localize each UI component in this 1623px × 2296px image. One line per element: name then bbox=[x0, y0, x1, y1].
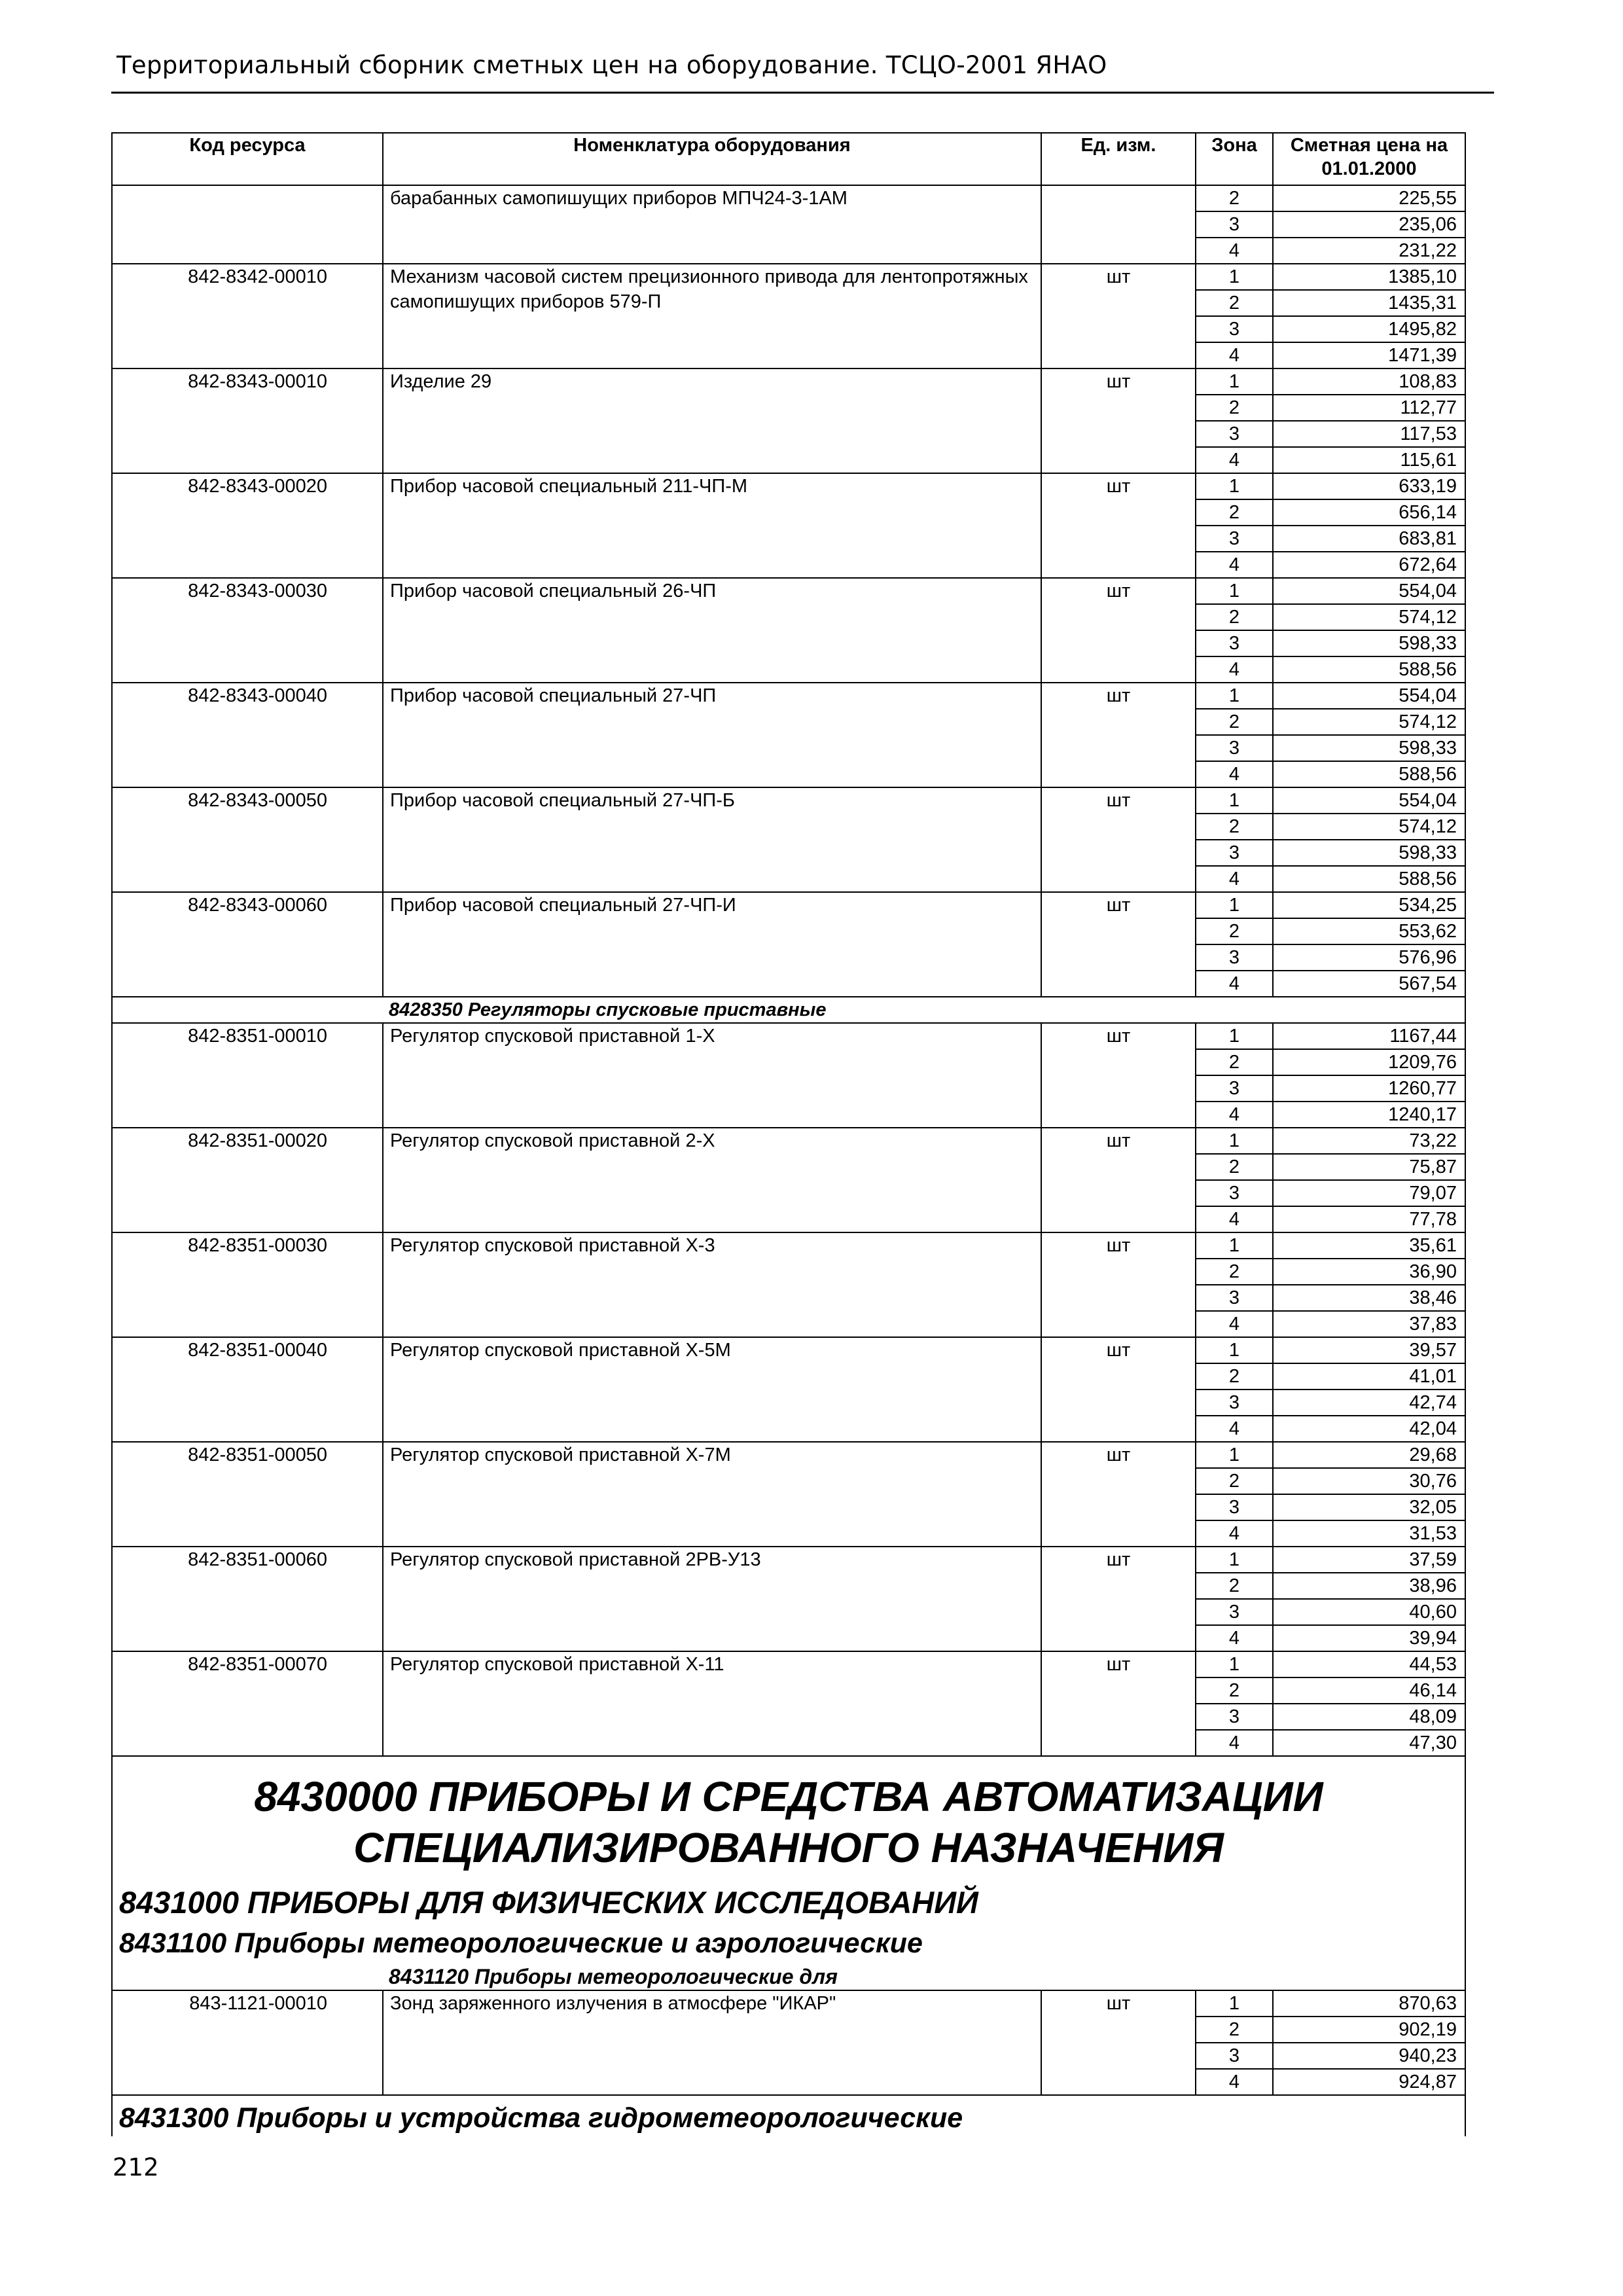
table-row bbox=[112, 368, 1465, 395]
price-cell: 48,09 bbox=[1273, 1704, 1465, 1730]
price-cell: 672,64 bbox=[1273, 552, 1465, 578]
header-rule bbox=[111, 92, 1494, 94]
resource-code: 842-8351-00070 bbox=[112, 1651, 383, 1756]
price-cell: 554,04 bbox=[1273, 578, 1465, 604]
zone-cell: 1 bbox=[1196, 683, 1273, 709]
zone-cell: 1 bbox=[1196, 1990, 1273, 2017]
price-cell: 683,81 bbox=[1273, 526, 1465, 552]
resource-code: 842-8351-00020 bbox=[112, 1128, 383, 1232]
price-cell: 574,12 bbox=[1273, 814, 1465, 840]
zone-cell: 1 bbox=[1196, 1651, 1273, 1677]
price-cell: 39,94 bbox=[1273, 1625, 1465, 1651]
section-title-line2: СПЕЦИАЛИЗИРОВАННОГО НАЗНАЧЕНИЯ bbox=[353, 1824, 1224, 1871]
resource-code: 842-8343-00050 bbox=[112, 787, 383, 892]
price-cell: 38,96 bbox=[1273, 1573, 1465, 1599]
price-cell: 598,33 bbox=[1273, 630, 1465, 656]
equipment-name: Изделие 29 bbox=[383, 368, 1041, 473]
zone-cell: 4 bbox=[1196, 866, 1273, 892]
price-cell: 37,59 bbox=[1273, 1547, 1465, 1573]
zone-cell: 2 bbox=[1196, 395, 1273, 421]
zone-cell: 2 bbox=[1196, 290, 1273, 316]
zone-cell: 2 bbox=[1196, 1154, 1273, 1180]
price-cell: 940,23 bbox=[1273, 2043, 1465, 2069]
zone-cell: 2 bbox=[1196, 1573, 1273, 1599]
unit-of-measure: шт bbox=[1041, 368, 1196, 473]
zone-cell: 1 bbox=[1196, 264, 1273, 290]
zone-cell: 1 bbox=[1196, 787, 1273, 814]
equipment-name: Механизм часовой систем прецизионного привода для лентопротяжных самопишущих приборов 579-П bbox=[383, 264, 1041, 368]
table-row bbox=[112, 787, 1465, 814]
table-row bbox=[112, 1232, 1465, 1259]
resource-code: 842-8343-00030 bbox=[112, 578, 383, 683]
unit-of-measure: шт bbox=[1041, 264, 1196, 368]
price-cell: 79,07 bbox=[1273, 1180, 1465, 1206]
unit-of-measure: шт bbox=[1041, 1337, 1196, 1442]
zone-cell: 4 bbox=[1196, 447, 1273, 473]
table-row bbox=[112, 473, 1465, 499]
zone-cell: 3 bbox=[1196, 1285, 1273, 1311]
price-cell: 1260,77 bbox=[1273, 1075, 1465, 1102]
zone-cell: 3 bbox=[1196, 1704, 1273, 1730]
price-cell: 73,22 bbox=[1273, 1128, 1465, 1154]
zone-cell: 1 bbox=[1196, 1442, 1273, 1468]
price-cell: 29,68 bbox=[1273, 1442, 1465, 1468]
price-cell: 588,56 bbox=[1273, 866, 1465, 892]
zone-cell: 4 bbox=[1196, 342, 1273, 368]
price-cell: 598,33 bbox=[1273, 840, 1465, 866]
price-cell: 31,53 bbox=[1273, 1520, 1465, 1547]
zone-cell: 2 bbox=[1196, 1259, 1273, 1285]
section-title-line1: 8430000 ПРИБОРЫ И СРЕДСТВА АВТОМАТИЗАЦИИ bbox=[254, 1773, 1323, 1820]
zone-cell: 3 bbox=[1196, 211, 1273, 238]
zone-cell: 2 bbox=[1196, 814, 1273, 840]
table-row bbox=[112, 185, 1465, 211]
price-cell: 554,04 bbox=[1273, 683, 1465, 709]
zone-cell: 3 bbox=[1196, 735, 1273, 761]
section-heading-h2: 8431000 ПРИБОРЫ ДЛЯ ФИЗИЧЕСКИХ ИССЛЕДОВАНИЙ bbox=[119, 1885, 978, 1920]
zone-cell: 2 bbox=[1196, 1468, 1273, 1494]
equipment-name: Прибор часовой специальный 27-ЧП-Б bbox=[383, 787, 1041, 892]
equipment-name: Регулятор спусковой приставной Х-7М bbox=[383, 1442, 1041, 1547]
table-row bbox=[112, 1442, 1465, 1468]
resource-code: 842-8351-00060 bbox=[112, 1547, 383, 1651]
price-cell: 40,60 bbox=[1273, 1599, 1465, 1625]
table-row bbox=[112, 264, 1465, 290]
table-row bbox=[112, 1547, 1465, 1573]
zone-cell: 2 bbox=[1196, 1363, 1273, 1390]
subheading-regulators: 8428350 Регуляторы спусковые приставные bbox=[112, 997, 1465, 1023]
unit-of-measure: шт bbox=[1041, 1023, 1196, 1128]
price-cell: 554,04 bbox=[1273, 787, 1465, 814]
unit-of-measure: шт bbox=[1041, 1547, 1196, 1651]
section-heading-block bbox=[112, 1756, 1465, 1990]
table-group-1 bbox=[112, 185, 1465, 997]
unit-of-measure: шт bbox=[1041, 787, 1196, 892]
price-cell: 870,63 bbox=[1273, 1990, 1465, 2017]
zone-cell: 1 bbox=[1196, 578, 1273, 604]
zone-cell: 3 bbox=[1196, 1390, 1273, 1416]
zone-cell: 4 bbox=[1196, 1625, 1273, 1651]
zone-cell: 3 bbox=[1196, 316, 1273, 342]
table-row bbox=[112, 1651, 1465, 1677]
unit-of-measure: шт bbox=[1041, 473, 1196, 578]
price-cell: 36,90 bbox=[1273, 1259, 1465, 1285]
resource-code: 842-8343-00010 bbox=[112, 368, 383, 473]
price-cell: 30,76 bbox=[1273, 1468, 1465, 1494]
table-group-3 bbox=[112, 1990, 1465, 2095]
zone-cell: 4 bbox=[1196, 1730, 1273, 1756]
zone-cell: 4 bbox=[1196, 1520, 1273, 1547]
zone-cell: 4 bbox=[1196, 1206, 1273, 1232]
zone-cell: 2 bbox=[1196, 918, 1273, 944]
table-row bbox=[112, 1337, 1465, 1363]
price-cell: 225,55 bbox=[1273, 185, 1465, 211]
resource-code: 842-8343-00060 bbox=[112, 892, 383, 997]
zone-cell: 4 bbox=[1196, 2069, 1273, 2095]
price-cell: 112,77 bbox=[1273, 395, 1465, 421]
price-cell: 1240,17 bbox=[1273, 1102, 1465, 1128]
zone-cell: 4 bbox=[1196, 238, 1273, 264]
zone-cell: 3 bbox=[1196, 1180, 1273, 1206]
resource-code: 842-8342-00010 bbox=[112, 264, 383, 368]
zone-cell: 4 bbox=[1196, 1311, 1273, 1337]
unit-of-measure: шт bbox=[1041, 578, 1196, 683]
equipment-name: Прибор часовой специальный 211-ЧП-М bbox=[383, 473, 1041, 578]
price-cell: 1209,76 bbox=[1273, 1049, 1465, 1075]
price-table bbox=[111, 132, 1466, 2136]
zone-cell: 3 bbox=[1196, 630, 1273, 656]
unit-of-measure: шт bbox=[1041, 1651, 1196, 1756]
table-group-2 bbox=[112, 1023, 1465, 1756]
price-cell: 588,56 bbox=[1273, 761, 1465, 787]
price-cell: 656,14 bbox=[1273, 499, 1465, 526]
equipment-name: Прибор часовой специальный 27-ЧП-И bbox=[383, 892, 1041, 997]
equipment-name: Зонд заряженного излучения в атмосфере "ИКАР" bbox=[383, 1990, 1041, 2095]
zone-cell: 1 bbox=[1196, 368, 1273, 395]
zone-cell: 2 bbox=[1196, 499, 1273, 526]
zone-cell: 3 bbox=[1196, 526, 1273, 552]
zone-cell: 3 bbox=[1196, 2043, 1273, 2069]
price-cell: 1385,10 bbox=[1273, 264, 1465, 290]
equipment-name: Регулятор спусковой приставной Х-11 bbox=[383, 1651, 1041, 1756]
price-cell: 77,78 bbox=[1273, 1206, 1465, 1232]
page-number: 212 bbox=[113, 2153, 159, 2181]
zone-cell: 1 bbox=[1196, 1232, 1273, 1259]
col-header-zone: Зона bbox=[1196, 133, 1273, 185]
resource-code: 842-8351-00040 bbox=[112, 1337, 383, 1442]
zone-cell: 1 bbox=[1196, 1023, 1273, 1049]
zone-cell: 2 bbox=[1196, 1677, 1273, 1704]
equipment-name: Регулятор спусковой приставной Х-5М bbox=[383, 1337, 1041, 1442]
zone-cell: 1 bbox=[1196, 1337, 1273, 1363]
price-cell: 47,30 bbox=[1273, 1730, 1465, 1756]
zone-cell: 1 bbox=[1196, 1128, 1273, 1154]
price-cell: 38,46 bbox=[1273, 1285, 1465, 1311]
equipment-name: Регулятор спусковой приставной Х-3 bbox=[383, 1232, 1041, 1337]
section-heading-last: 8431300 Приборы и устройства гидрометеорологические bbox=[119, 2102, 963, 2134]
equipment-name: барабанных самопишущих приборов МПЧ24-3-1АМ bbox=[383, 185, 1041, 264]
table-row bbox=[112, 683, 1465, 709]
price-cell: 924,87 bbox=[1273, 2069, 1465, 2095]
zone-cell: 2 bbox=[1196, 185, 1273, 211]
price-cell: 46,14 bbox=[1273, 1677, 1465, 1704]
zone-cell: 2 bbox=[1196, 709, 1273, 735]
price-cell: 574,12 bbox=[1273, 604, 1465, 630]
zone-cell: 3 bbox=[1196, 1075, 1273, 1102]
zone-cell: 4 bbox=[1196, 761, 1273, 787]
zone-cell: 4 bbox=[1196, 1102, 1273, 1128]
unit-of-measure: шт bbox=[1041, 892, 1196, 997]
price-cell: 1471,39 bbox=[1273, 342, 1465, 368]
equipment-name: Регулятор спусковой приставной 2-Х bbox=[383, 1128, 1041, 1232]
unit-of-measure: шт bbox=[1041, 1128, 1196, 1232]
table-row bbox=[112, 1128, 1465, 1154]
col-header-code: Код ресурса bbox=[112, 133, 383, 185]
price-cell: 1435,31 bbox=[1273, 290, 1465, 316]
price-cell: 117,53 bbox=[1273, 421, 1465, 447]
resource-code: 842-8343-00020 bbox=[112, 473, 383, 578]
section-title bbox=[113, 1757, 1465, 1873]
table-row bbox=[112, 578, 1465, 604]
price-cell: 32,05 bbox=[1273, 1494, 1465, 1520]
price-cell: 231,22 bbox=[1273, 238, 1465, 264]
section-heading-h3: 8431100 Приборы метеорологические и аэрологические bbox=[119, 1928, 923, 1959]
zone-cell: 3 bbox=[1196, 1494, 1273, 1520]
col-header-unit: Ед. изм. bbox=[1041, 133, 1196, 185]
resource-code: 842-8351-00050 bbox=[112, 1442, 383, 1547]
zone-cell: 3 bbox=[1196, 944, 1273, 971]
unit-of-measure: шт bbox=[1041, 683, 1196, 787]
subheading-block bbox=[112, 997, 1465, 1023]
price-cell: 567,54 bbox=[1273, 971, 1465, 997]
unit-of-measure: шт bbox=[1041, 1442, 1196, 1547]
price-cell: 42,74 bbox=[1273, 1390, 1465, 1416]
price-cell: 35,61 bbox=[1273, 1232, 1465, 1259]
running-header: Территориальный сборник сметных цен на оборудование. ТСЦО-2001 ЯНАО bbox=[116, 51, 1107, 79]
price-cell: 633,19 bbox=[1273, 473, 1465, 499]
section-heading-h4: 8431120 Приборы метеорологические для bbox=[389, 1965, 838, 1988]
table-header-row bbox=[112, 133, 1465, 185]
zone-cell: 2 bbox=[1196, 2017, 1273, 2043]
table-row bbox=[112, 892, 1465, 918]
price-cell: 42,04 bbox=[1273, 1416, 1465, 1442]
price-cell: 235,06 bbox=[1273, 211, 1465, 238]
equipment-name: Прибор часовой специальный 27-ЧП bbox=[383, 683, 1041, 787]
price-cell: 553,62 bbox=[1273, 918, 1465, 944]
zone-cell: 4 bbox=[1196, 656, 1273, 683]
unit-of-measure: шт bbox=[1041, 1232, 1196, 1337]
price-cell: 574,12 bbox=[1273, 709, 1465, 735]
resource-code: 842-8351-00010 bbox=[112, 1023, 383, 1128]
price-cell: 1167,44 bbox=[1273, 1023, 1465, 1049]
price-cell: 576,96 bbox=[1273, 944, 1465, 971]
price-cell: 44,53 bbox=[1273, 1651, 1465, 1677]
price-cell: 902,19 bbox=[1273, 2017, 1465, 2043]
resource-code: 842-8351-00030 bbox=[112, 1232, 383, 1337]
price-cell: 588,56 bbox=[1273, 656, 1465, 683]
resource-code: 843-1121-00010 bbox=[112, 1990, 383, 2095]
price-cell: 75,87 bbox=[1273, 1154, 1465, 1180]
price-cell: 115,61 bbox=[1273, 447, 1465, 473]
zone-cell: 2 bbox=[1196, 1049, 1273, 1075]
price-cell: 108,83 bbox=[1273, 368, 1465, 395]
price-cell: 37,83 bbox=[1273, 1311, 1465, 1337]
resource-code: 842-8343-00040 bbox=[112, 683, 383, 787]
equipment-name: Регулятор спусковой приставной 2РВ-У13 bbox=[383, 1547, 1041, 1651]
table-row bbox=[112, 1023, 1465, 1049]
zone-cell: 1 bbox=[1196, 892, 1273, 918]
unit-of-measure: шт bbox=[1041, 1990, 1196, 2095]
table-row bbox=[112, 1990, 1465, 2017]
resource-code bbox=[112, 185, 383, 264]
last-heading-block bbox=[112, 2095, 1465, 2136]
col-header-name: Номенклатура оборудования bbox=[383, 133, 1041, 185]
zone-cell: 4 bbox=[1196, 1416, 1273, 1442]
price-cell: 1495,82 bbox=[1273, 316, 1465, 342]
equipment-name: Регулятор спусковой приставной 1-Х bbox=[383, 1023, 1041, 1128]
price-cell: 598,33 bbox=[1273, 735, 1465, 761]
zone-cell: 1 bbox=[1196, 1547, 1273, 1573]
price-cell: 39,57 bbox=[1273, 1337, 1465, 1363]
zone-cell: 2 bbox=[1196, 604, 1273, 630]
zone-cell: 4 bbox=[1196, 552, 1273, 578]
price-cell: 534,25 bbox=[1273, 892, 1465, 918]
zone-cell: 4 bbox=[1196, 971, 1273, 997]
zone-cell: 1 bbox=[1196, 473, 1273, 499]
unit-of-measure bbox=[1041, 185, 1196, 264]
col-header-price: Сметная цена на 01.01.2000 bbox=[1273, 133, 1465, 185]
zone-cell: 3 bbox=[1196, 1599, 1273, 1625]
zone-cell: 3 bbox=[1196, 840, 1273, 866]
zone-cell: 3 bbox=[1196, 421, 1273, 447]
equipment-name: Прибор часовой специальный 26-ЧП bbox=[383, 578, 1041, 683]
price-cell: 41,01 bbox=[1273, 1363, 1465, 1390]
